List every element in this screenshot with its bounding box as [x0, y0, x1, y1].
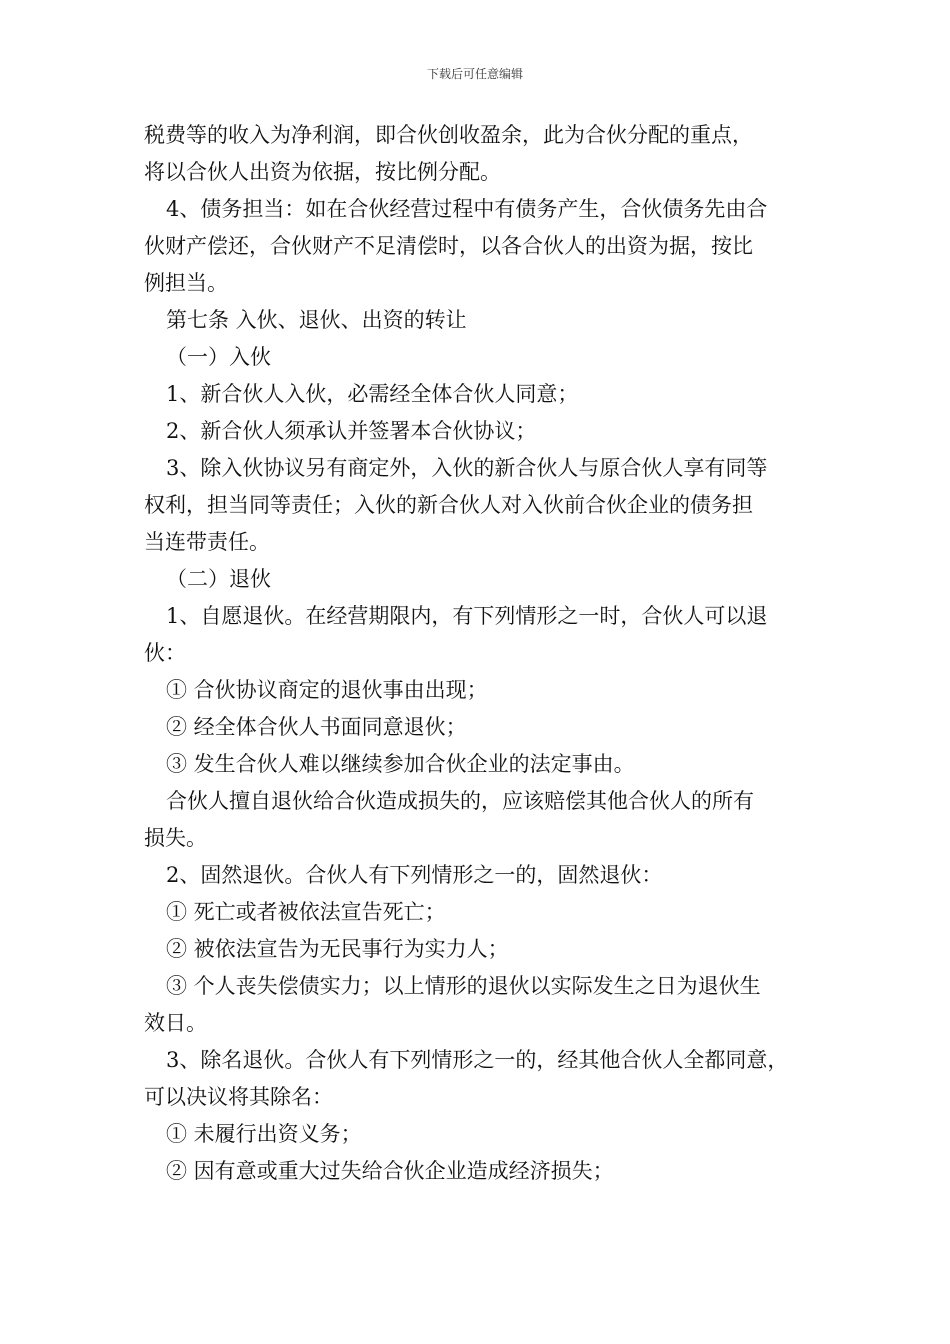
body-line: 权利，担当同等责任；入伙的新合伙人对入伙前合伙企业的债务担	[144, 493, 753, 517]
list-item: ① 死亡或者被依法宣告死亡；	[166, 900, 446, 924]
body-line: 损失。	[144, 826, 207, 850]
body-line: 2、新合伙人须承认并签署本合伙协议；	[166, 419, 537, 443]
body-line: 当连带责任。	[144, 530, 270, 554]
section-heading: 第七条 入伙、退伙、出资的转让	[166, 308, 467, 332]
body-line: 1、自愿退伙。在经营期限内，有下列情形之一时，合伙人可以退	[166, 604, 768, 628]
subsection-heading: （二）退伙	[166, 567, 271, 591]
body-line: 3、除入伙协议另有商定外，入伙的新合伙人与原合伙人享有同等	[166, 456, 768, 480]
list-item: ① 合伙协议商定的退伙事由出现；	[166, 678, 488, 702]
body-line: 2、固然退伙。合伙人有下列情形之一的，固然退伙：	[166, 863, 663, 887]
list-item: ① 未履行出资义务；	[166, 1122, 362, 1146]
body-line: 合伙人擅自退伙给合伙造成损失的，应该赔偿其他合伙人的所有	[166, 789, 754, 813]
list-item: ② 因有意或重大过失给合伙企业造成经济损失；	[166, 1159, 614, 1183]
body-line: 可以决议将其除名：	[144, 1085, 333, 1109]
body-line: 1、新合伙人入伙，必需经全体合伙人同意；	[166, 382, 579, 406]
page-header: 下载后可任意编辑	[426, 67, 523, 81]
body-line: 伙财产偿还，合伙财产不足清偿时，以各合伙人的出资为据，按比	[144, 234, 753, 258]
body-line: 4、债务担当：如在合伙经营过程中有债务产生，合伙债务先由合	[166, 197, 768, 221]
list-item: ② 经全体合伙人书面同意退伙；	[166, 715, 467, 739]
body-line: 例担当。	[144, 271, 228, 295]
subsection-heading: （一）入伙	[166, 345, 271, 369]
list-item: ③ 个人丧失偿债实力；以上情形的退伙以实际发生之日为退伙生	[166, 974, 761, 998]
body-line: 伙：	[144, 641, 186, 665]
body-line: 效日。	[144, 1011, 207, 1035]
list-item: ② 被依法宣告为无民事行为实力人；	[166, 937, 509, 961]
body-line: 税费等的收入为净利润，即合伙创收盈余，此为合伙分配的重点，	[144, 123, 753, 147]
body-line: 将以合伙人出资为依据，按比例分配。	[144, 160, 501, 184]
list-item: ③ 发生合伙人难以继续参加合伙企业的法定事由。	[166, 752, 635, 776]
body-line: 3、除名退伙。合伙人有下列情形之一的，经其他合伙人全都同意，	[166, 1048, 789, 1072]
